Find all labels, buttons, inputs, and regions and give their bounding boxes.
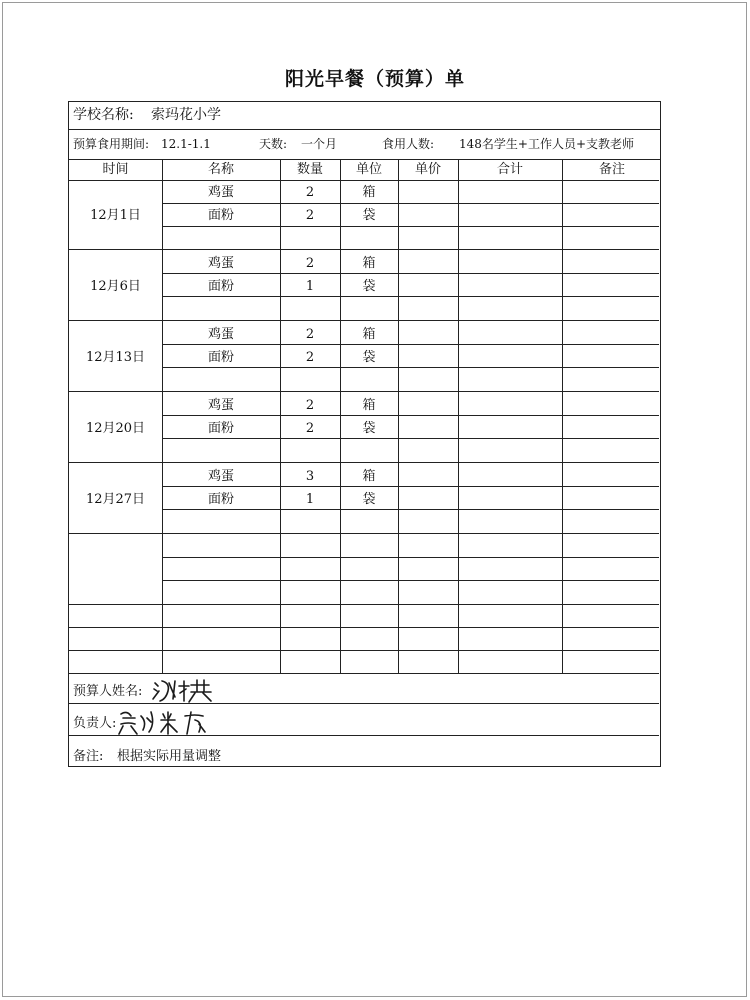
item-qty: 2 [305,350,315,365]
item-unit: 袋 [362,350,376,365]
days-value: 一个月 [301,137,338,151]
item-unit: 箱 [362,398,376,413]
days-label: 天数: [259,137,288,151]
item-unit: 袋 [362,279,376,294]
item-name: 面粉 [207,492,234,507]
grid-line [162,296,659,297]
period-label: 预算食用期间: [73,137,150,151]
grid-column-line [398,159,399,673]
people-value: 148名学生+工作人员+支教老师 [459,137,635,151]
item-qty: 1 [305,492,315,507]
item-unit: 箱 [362,327,376,342]
grid-line [69,180,659,181]
item-name: 面粉 [207,279,234,294]
header-qty: 数量 [296,162,323,177]
page-title: 阳光早餐（预算）单 [284,68,465,90]
group-date: 12月27日 [85,492,146,507]
grid-column-line [162,159,163,673]
group-date: 12月20日 [85,421,146,436]
grid-column-line [458,159,459,673]
preparer-label: 预算人姓名: [73,684,143,699]
budget-form [68,101,661,767]
grid-line [162,273,659,274]
item-qty: 1 [305,279,315,294]
note-label: 备注: [73,749,104,764]
grid-line [162,509,659,510]
grid-line [162,438,659,439]
item-qty: 2 [305,398,315,413]
header-time: 时间 [102,162,129,177]
item-name: 鸡蛋 [207,327,234,342]
grid-line [69,703,659,704]
header-name: 名称 [207,162,234,177]
grid-line [69,391,659,392]
grid-line [162,203,659,204]
item-unit: 袋 [362,208,376,223]
note-value: 根据实际用量调整 [117,749,222,764]
grid-line [162,580,659,581]
grid-line [162,557,659,558]
header-total: 合计 [496,162,523,177]
item-qty: 2 [305,208,315,223]
item-name: 面粉 [207,350,234,365]
grid-line [69,735,659,736]
item-qty: 2 [305,185,315,200]
header-unit: 单位 [355,162,382,177]
grid-line [69,604,659,605]
school-label: 学校名称: [73,107,134,123]
grid-column-line [280,159,281,673]
grid-line [162,344,659,345]
school-value: 索玛花小学 [151,107,221,123]
item-qty: 2 [305,256,315,271]
grid-line [162,367,659,368]
item-name: 鸡蛋 [207,256,234,271]
header-remark: 备注 [598,162,625,177]
item-name: 鸡蛋 [207,469,234,484]
item-unit: 袋 [362,492,376,507]
item-name: 面粉 [207,421,234,436]
item-qty: 3 [305,469,315,484]
group-date: 12月13日 [85,350,146,365]
grid-line [69,533,659,534]
item-unit: 箱 [362,469,376,484]
grid-line [69,249,659,250]
item-unit: 箱 [362,185,376,200]
grid-line [162,226,659,227]
grid-line [162,415,659,416]
divider [69,129,660,130]
divider [69,159,660,160]
grid-line [69,462,659,463]
item-name: 面粉 [207,208,234,223]
grid-line [162,486,659,487]
grid-line [69,650,659,651]
grid-column-line [340,159,341,673]
item-qty: 2 [305,327,315,342]
item-unit: 袋 [362,421,376,436]
item-unit: 箱 [362,256,376,271]
grid-line [69,320,659,321]
responsible-label: 负责人: [73,716,117,731]
grid-line [69,673,659,674]
header-price: 单价 [414,162,441,177]
item-qty: 2 [305,421,315,436]
group-date: 12月6日 [90,279,141,294]
people-label: 食用人数: [382,137,435,151]
group-date: 12月1日 [90,208,141,223]
item-name: 鸡蛋 [207,185,234,200]
grid-column-line [562,159,563,673]
item-name: 鸡蛋 [207,398,234,413]
grid-line [69,627,659,628]
period-value: 12.1-1.1 [161,137,211,151]
